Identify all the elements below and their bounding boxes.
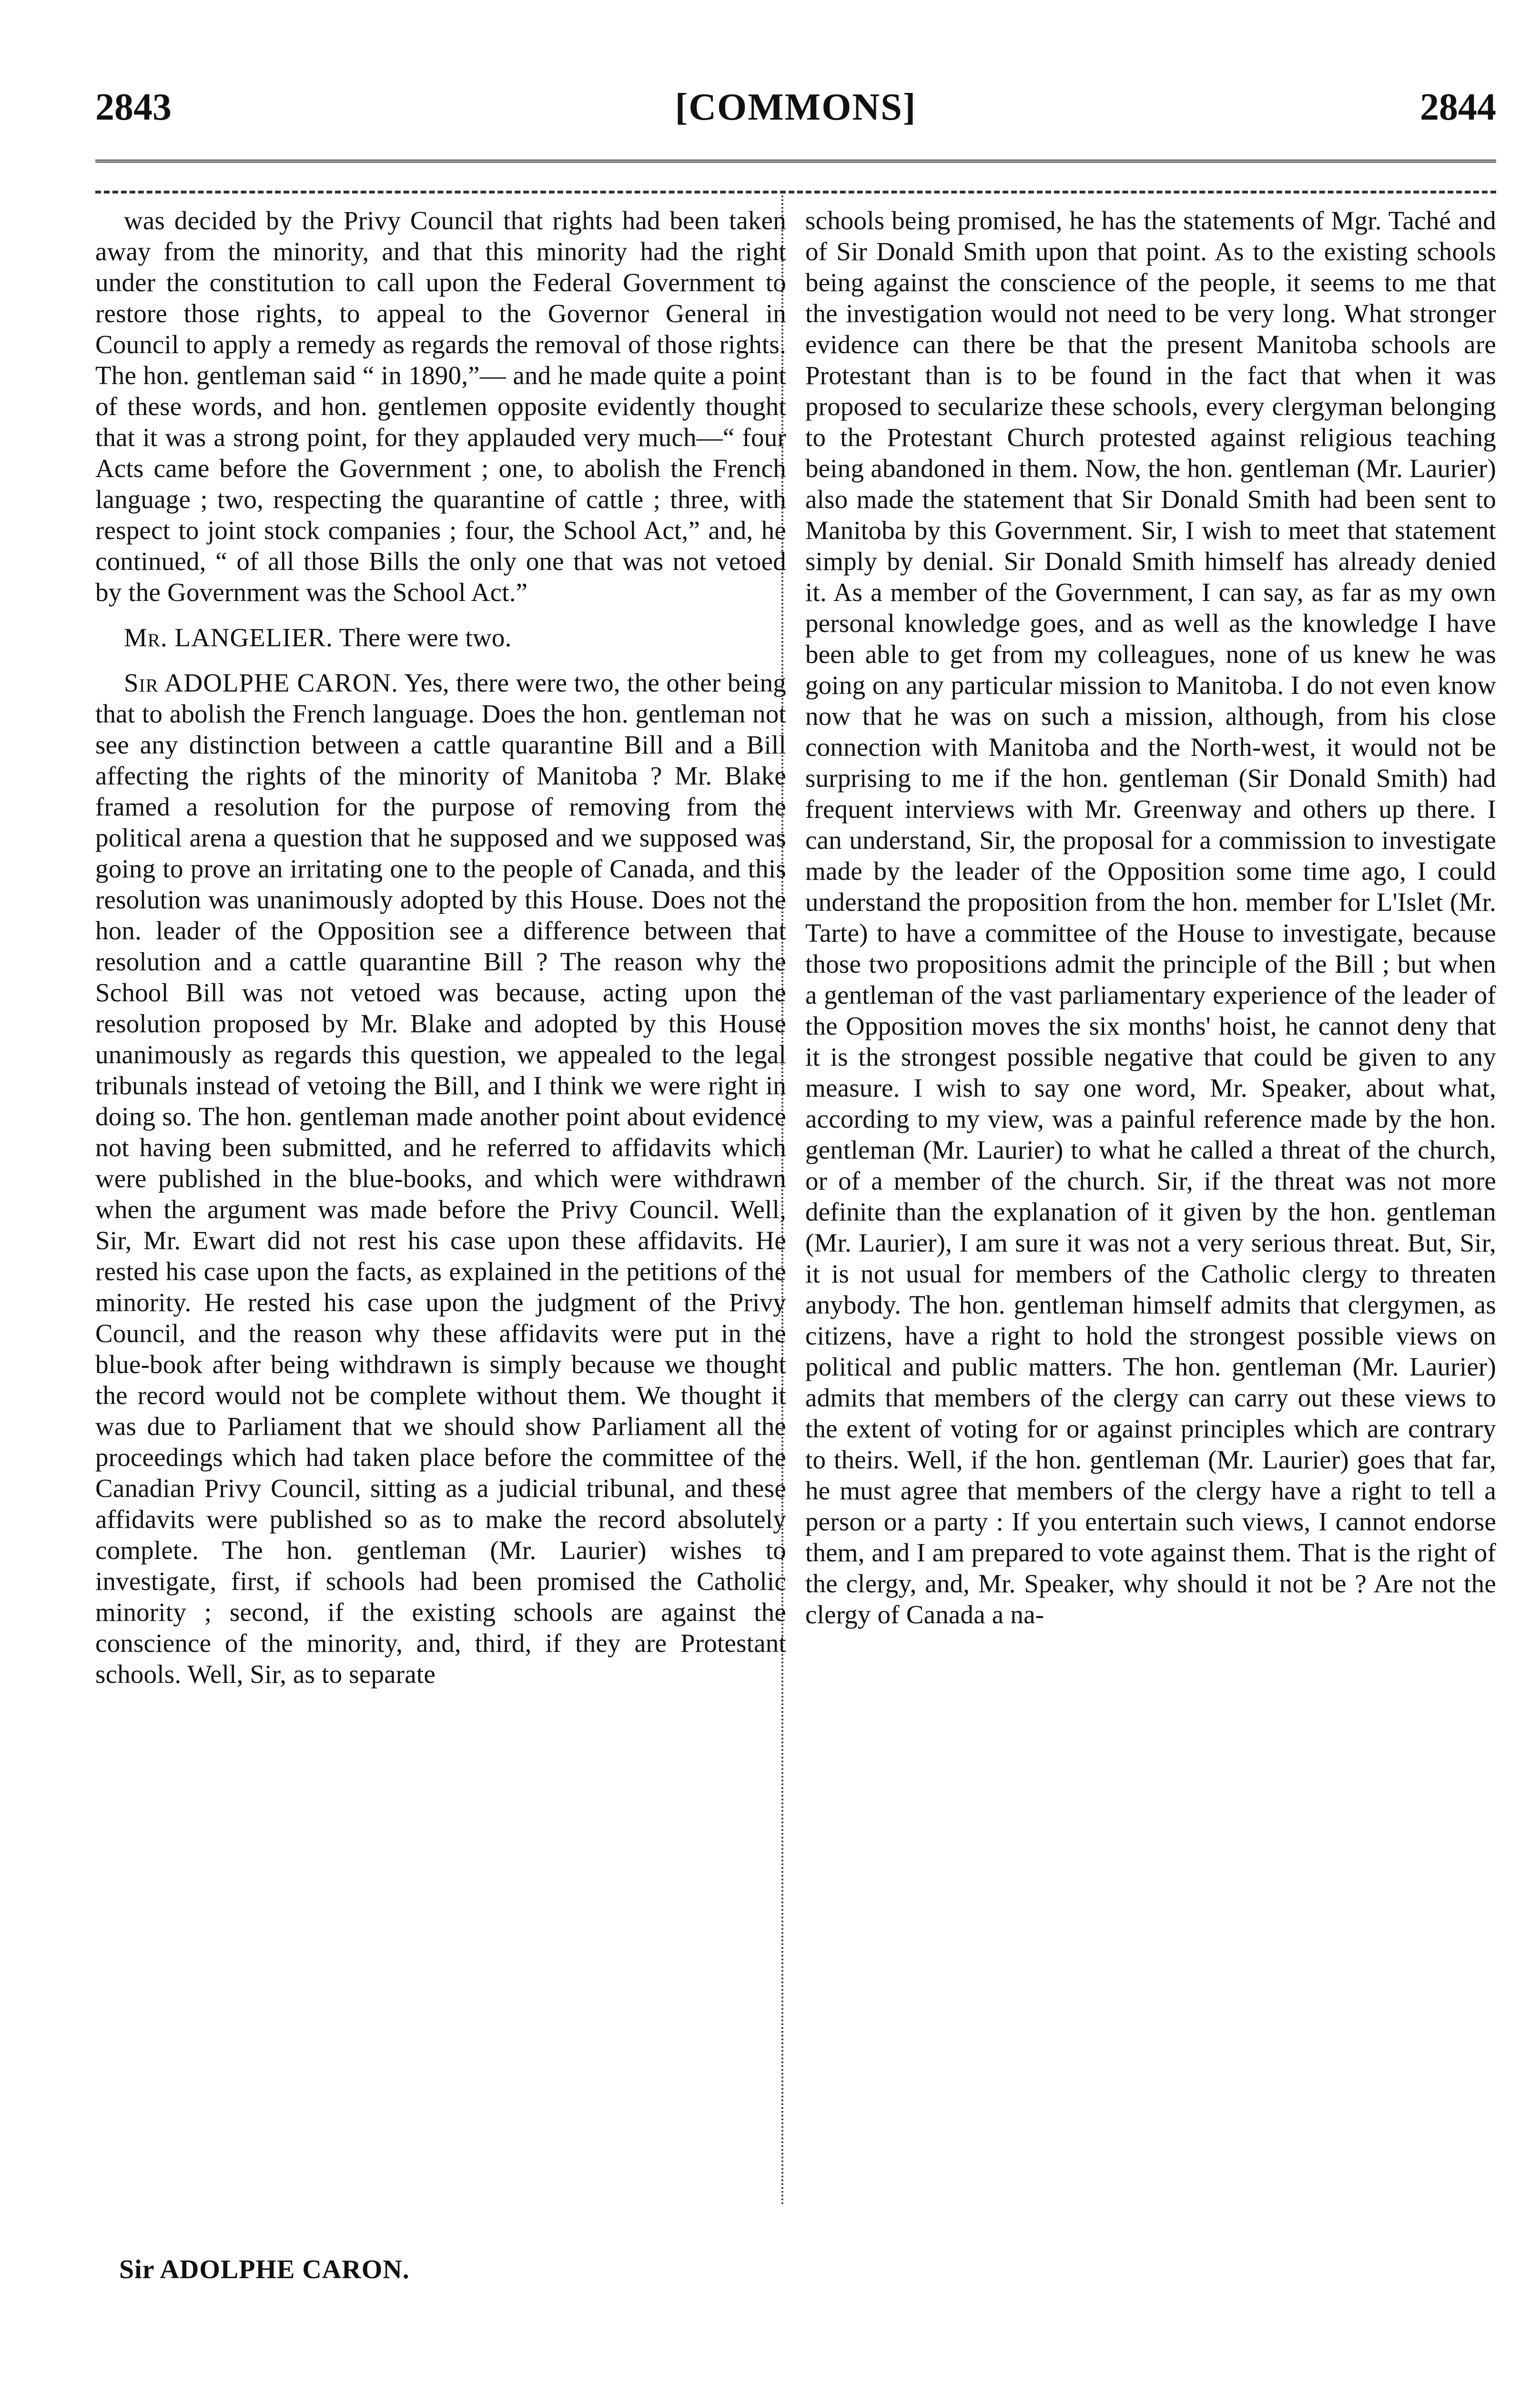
left-column <box>95 205 786 1690</box>
page-title: [COMMONS] <box>675 86 917 128</box>
page-header <box>95 76 1496 133</box>
footer-speaker: Sir ADOLPHE CARON. <box>119 2255 410 2284</box>
page-number-right: 2844 <box>1420 86 1496 128</box>
paragraph: schools being promised, he has the statements of Mgr. Taché and of Sir Donald Smith upon that point. As to the existing schools being against the conscience of the people, it seems to me that the investigation would not need to be very long. What stronger evidence can there be that the present Manitoba schools are Protestant than is to be found in the fact that when it was proposed to secularize these schools, every clergyman belonging to the Protestant Church protested against religious teaching being abandoned in them. Now, the hon. gentleman (Mr. Laurier) also made the statement that Sir Donald Smith had been sent to Manitoba by this Government. Sir, I wish to meet that statement simply by denial. Sir Donald Smith himself has already denied it. As a member of the Government, I can say, as far as my own personal knowledge goes, and as well as the knowledge I have been able to get from my colleagues, none of us knew he was going on any particular mission to Manitoba. I do not even know now that he was on such a mission, although, from his close connection with Manitoba and the North-west, it would not be surprising to me if the hon. gentleman (Sir Donald Smith) had frequent interviews with Mr. Greenway and others up there. I can understand, Sir, the proposal for a commission to investigate made by the leader of the Opposition some time ago, I could understand the proposition from the hon. member for L'Islet (Mr. Tarte) to have a committee of the House to investigate, because those two propositions admit the principle of the Bill ; but when a gentleman of the vast parliamentary experience of the leader of the Opposition moves the six months' hoist, he cannot deny that it is the strongest possible negative that could be given to any measure. I wish to say one word, Mr. Speaker, about what, according to my view, was a painful reference made by the hon. gentleman (Mr. Laurier) to what he called a threat of the church, or of a member of the church. Sir, if the threat was not more definite than the explanation of it given by the hon. gentleman (Mr. Laurier), I am sure it was not a very serious threat. But, Sir, it is not usual for members of the Catholic clergy to threaten anybody. The hon. gentleman himself admits that clergymen, as citizens, have a right to hold the strongest possible views on political and public matters. The hon. gentleman (Mr. Laurier) admits that members of the clergy can carry out these views to the extent of voting for or against principles which are contrary to theirs. Well, if the hon. gentleman (Mr. Laurier) goes that far, he must agree that members of the clergy have a right to tell a person or a party : If you entertain such views, I cannot endorse them, and I am prepared to vote against them. That is the right of the clergy, and, Mr. Speaker, why should it not be ? Are not the clergy of Canada a na- <box>805 206 1496 1629</box>
paragraph: was decided by the Privy Council that rights had been taken away from the minority, and that this minority had the right under the constitution to call upon the Federal Government to restore those rights, to appeal to the Governor General in Council to apply a remedy as regards the removal of those rights. The hon. gentleman said “ in 1890,”— and he made quite a point of these words, and hon. gentlemen opposite evidently thought that it was a strong point, for they applauded very much—“ four Acts came before the Government ; one, to abolish the French language ; two, respecting the quarantine of cattle ; three, with respect to joint stock companies ; four, the School Act,” and, he continued, “ of all those Bills the only one that was not vetoed by the Government was the School Act.” <box>95 206 786 607</box>
paragraph <box>95 667 786 1690</box>
paragraph <box>95 622 786 653</box>
speaker-name: Mr. LANGELIER. <box>124 623 333 652</box>
header-rule-dashed <box>95 191 1496 193</box>
header-rule <box>95 160 1496 163</box>
page-number-left: 2843 <box>95 86 172 128</box>
speech-text: There were two. <box>333 623 512 652</box>
speech-text: Yes, there were two, the other being that to abolish the French language. Does the hon. gentleman not see any distinction between a cattle quarantine Bill and a Bill affecting the rights of the minority of Manitoba ? Mr. Blake framed a resolution for the purpose of removing from the political arena a question that he supposed and we supposed was going to prove an irritating one to the people of Canada, and this resolution was unanimously adopted by this House. Does not the hon. leader of the Opposition see a difference between that resolution and a cattle quarantine Bill ? The reason why the School Bill was not vetoed was because, acting upon the resolution proposed by Mr. Blake and adopted by this House unanimously as regards this question, we appealed to the legal tribunals instead of vetoing the Bill, and I think we were right in doing so. The hon. gentleman made another point about evidence not having been submitted, and he referred to affidavits which were published in the blue-books, and which were withdrawn when the argument was made before the Privy Council. Well, Sir, Mr. Ewart did not rest his case upon these affidavits. He rested his case upon the facts, as explained in the petitions of the minority. He rested his case upon the judgment of the Privy Council, and the reason why these affidavits were put in the blue-book after being withdrawn is simply because we thought the record would not be complete without them. We thought it was due to Parliament that we should show Parliament all the proceedings which had taken place before the committee of the Canadian Privy Council, sitting as a judicial tribunal, and these affidavits were published so as to make the record absolutely complete. The hon. gentleman (Mr. Laurier) wishes to investigate, first, if schools had been promised the Catholic minority ; second, if the existing schools are against the conscience of the minority, and, third, if they are Protestant schools. Well, Sir, as to separate <box>95 668 786 1689</box>
right-column <box>805 205 1496 1630</box>
speaker-name: Sir ADOLPHE CARON. <box>124 668 398 697</box>
